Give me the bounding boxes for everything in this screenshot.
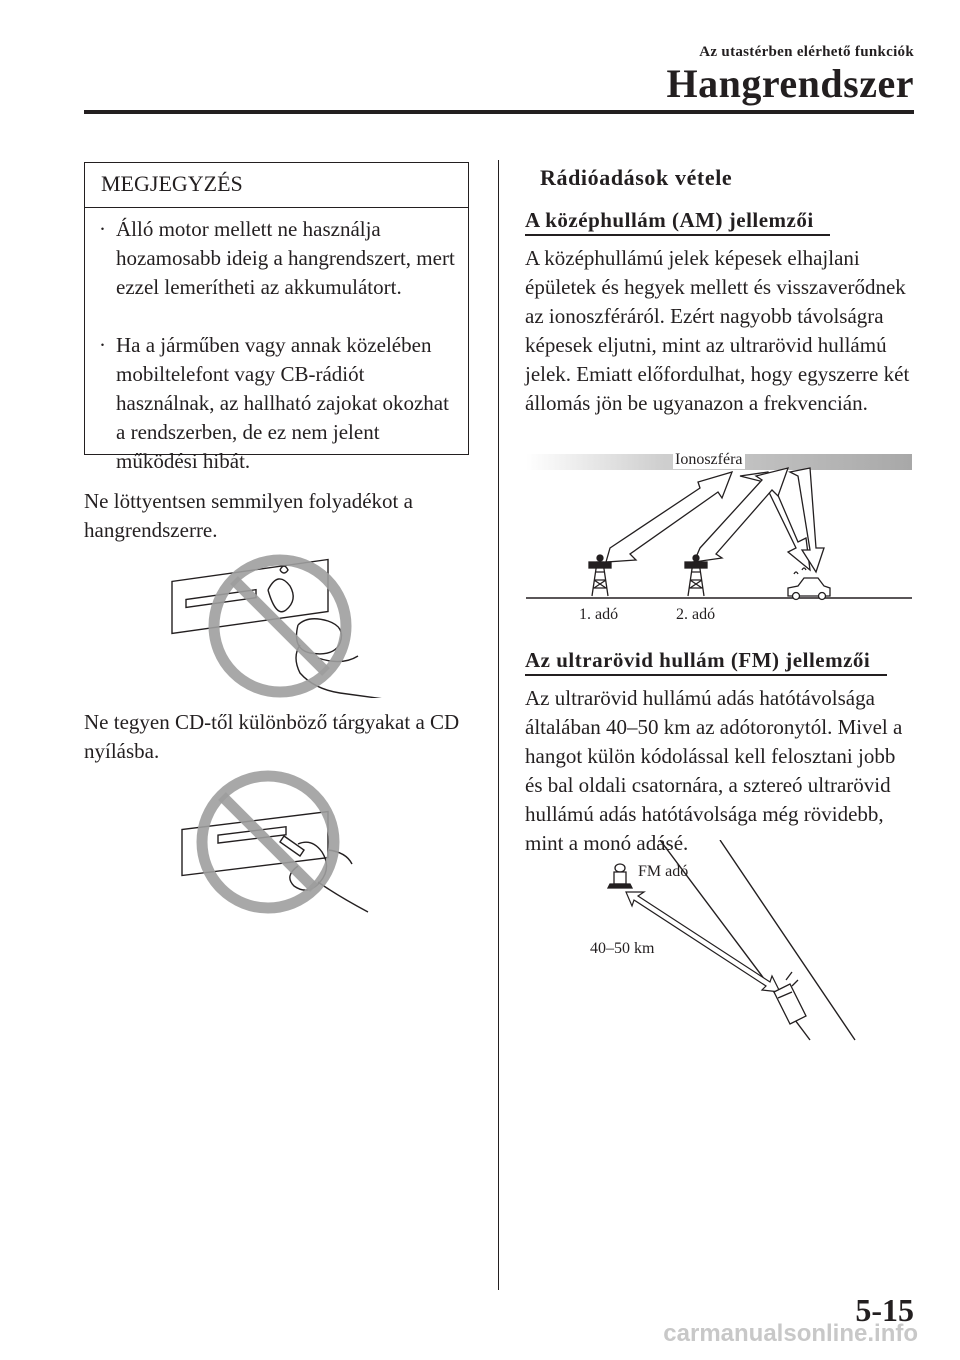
am-heading: A középhullám (AM) jellemzői	[525, 208, 814, 232]
ionosphere-label: Ionoszféra	[675, 451, 743, 468]
no-liquid-illustration	[168, 550, 390, 698]
note-title: MEGJEGYZÉS	[101, 171, 243, 196]
running-header-title: Hangrendszer	[666, 61, 914, 106]
am-heading-underline	[525, 234, 830, 236]
fm-car-icon	[774, 972, 806, 1024]
fm-heading-underline	[525, 674, 887, 676]
bullet-marker: ·	[99, 333, 106, 357]
fm-transmitter-icon	[608, 864, 632, 888]
section-marker-icon	[518, 170, 532, 184]
running-header-section: Az utastérben elérhető funkciók	[699, 44, 914, 60]
no-objects-cd-illustration	[178, 770, 378, 918]
bullet-marker: ·	[99, 217, 106, 241]
am-description: A középhullámú jelek képesek elhajlani épületek és hegyek mellett és visszaverődnek az ionoszféráról. Ezért nagyobb távolságra képesek eljutni, mint az ultrarövid hullámú jelek. Emiatt előfordulhat, hogy egyszerre két állomás jön be ugyanazon a frekvencián.	[525, 246, 910, 415]
am-propagation-diagram	[526, 452, 912, 602]
car-icon	[788, 568, 830, 600]
liquid-warning-text: Ne löttyentsen semmilyen folyadékot a hangrendszerre.	[84, 489, 413, 542]
fm-description: Az ultrarövid hullámú adás hatótávolsága általában 40–50 km az adótoronytól. Mivel a hangot külön kódolással kell felosztani jobb és bal oldali csatornára, a sztereó ultrarövid hullámú adás hatótávolsága még rövidebb, mint a monó adásé.	[525, 686, 903, 855]
watermark: carmanualsonline.info	[663, 1320, 918, 1347]
section-heading-radio: Rádióadások vétele	[540, 165, 733, 190]
transmitter-1-label: 1. adó	[579, 606, 619, 623]
transmitter-2-label: 2. adó	[676, 606, 716, 623]
fm-transmitter-label: FM adó	[638, 863, 689, 880]
fm-heading: Az ultrarövid hullám (FM) jellemzői	[525, 648, 871, 672]
header-rule	[84, 110, 914, 114]
fm-distance-label: 40–50 km	[590, 940, 655, 957]
cd-warning-text: Ne tegyen CD-től különböző tárgyakat a CD nyílásba.	[84, 710, 460, 763]
page-number: 5-15	[855, 1292, 914, 1328]
note-item-2: Ha a járműben vagy annak közelében mobiltelefont vagy CB-rádiót használnak, az hallható zajokat okozhat a rendszerben, de ez nem jelent működési hibát.	[116, 333, 449, 473]
note-title-rule	[85, 207, 468, 208]
column-divider	[498, 160, 499, 1290]
note-box	[84, 162, 469, 473]
note-item-1: Álló motor mellett ne használja hozamosabb ideig a hangrendszert, mert ezzel lemerítheti az akkumulátort.	[116, 217, 455, 299]
